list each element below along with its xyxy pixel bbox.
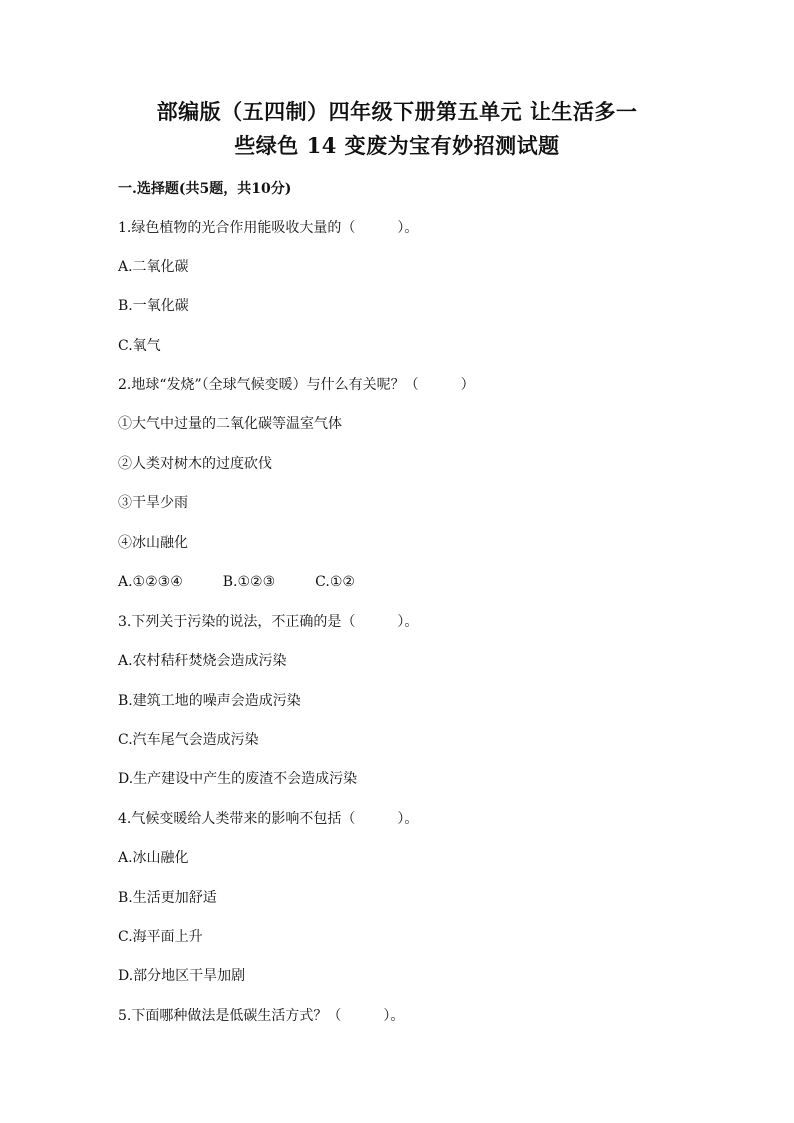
question-1-option-c: C.氧气 <box>118 338 161 354</box>
question-4-option-d: D.部分地区干旱加剧 <box>118 968 246 984</box>
question-5-stem: 5.下面哪种做法是低碳生活方式？（ ）。 <box>118 1008 405 1024</box>
question-2-statement-4: ④冰山融化 <box>118 535 188 551</box>
question-4-option-a: A.冰山融化 <box>118 850 189 866</box>
document-title-line-1: 部编版（五四制）四年级下册第五单元 让生活多一 <box>156 99 638 124</box>
question-2-options-row <box>118 573 395 591</box>
question-1-stem: 1.绿色植物的光合作用能吸收大量的（ ）。 <box>118 220 419 236</box>
question-4-option-c: C.海平面上升 <box>118 929 203 945</box>
question-1-option-a: A.二氧化碳 <box>118 259 189 275</box>
question-2-statement-1: ①大气中过量的二氧化碳等温室气体 <box>118 416 342 432</box>
question-2-option-b: B.①②③ <box>222 574 276 590</box>
question-3-option-b: B.建筑工地的噪声会造成污染 <box>118 693 301 709</box>
question-2-option-c: C.①② <box>315 574 355 590</box>
question-3-stem: 3.下列关于污染的说法，不正确的是（ ）。 <box>118 614 419 630</box>
section-heading: 一.选择题(共5题，共10分) <box>118 181 292 197</box>
question-2-statement-3: ③干旱少雨 <box>118 495 188 511</box>
question-1-option-b: B.一氧化碳 <box>118 298 189 314</box>
question-2-stem: 2.地球“发烧”（全球气候变暖）与什么有关呢？（ ） <box>118 377 475 393</box>
question-4-option-b: B.生活更加舒适 <box>118 890 217 906</box>
question-4-stem: 4.气候变暖给人类带来的影响不包括（ ）。 <box>118 811 419 827</box>
question-3-option-d: D.生产建设中产生的废渣不会造成污染 <box>118 771 358 787</box>
question-3-option-a: A.农村秸秆焚烧会造成污染 <box>118 653 287 669</box>
document-title-line-2: 些绿色 14 变废为宝有妙招测试题 <box>234 133 560 158</box>
question-2-statement-2: ②人类对树木的过度砍伐 <box>118 456 272 472</box>
question-3-option-c: C.汽车尾气会造成污染 <box>118 732 259 748</box>
question-2-option-a: A.①②③④ <box>118 574 183 590</box>
